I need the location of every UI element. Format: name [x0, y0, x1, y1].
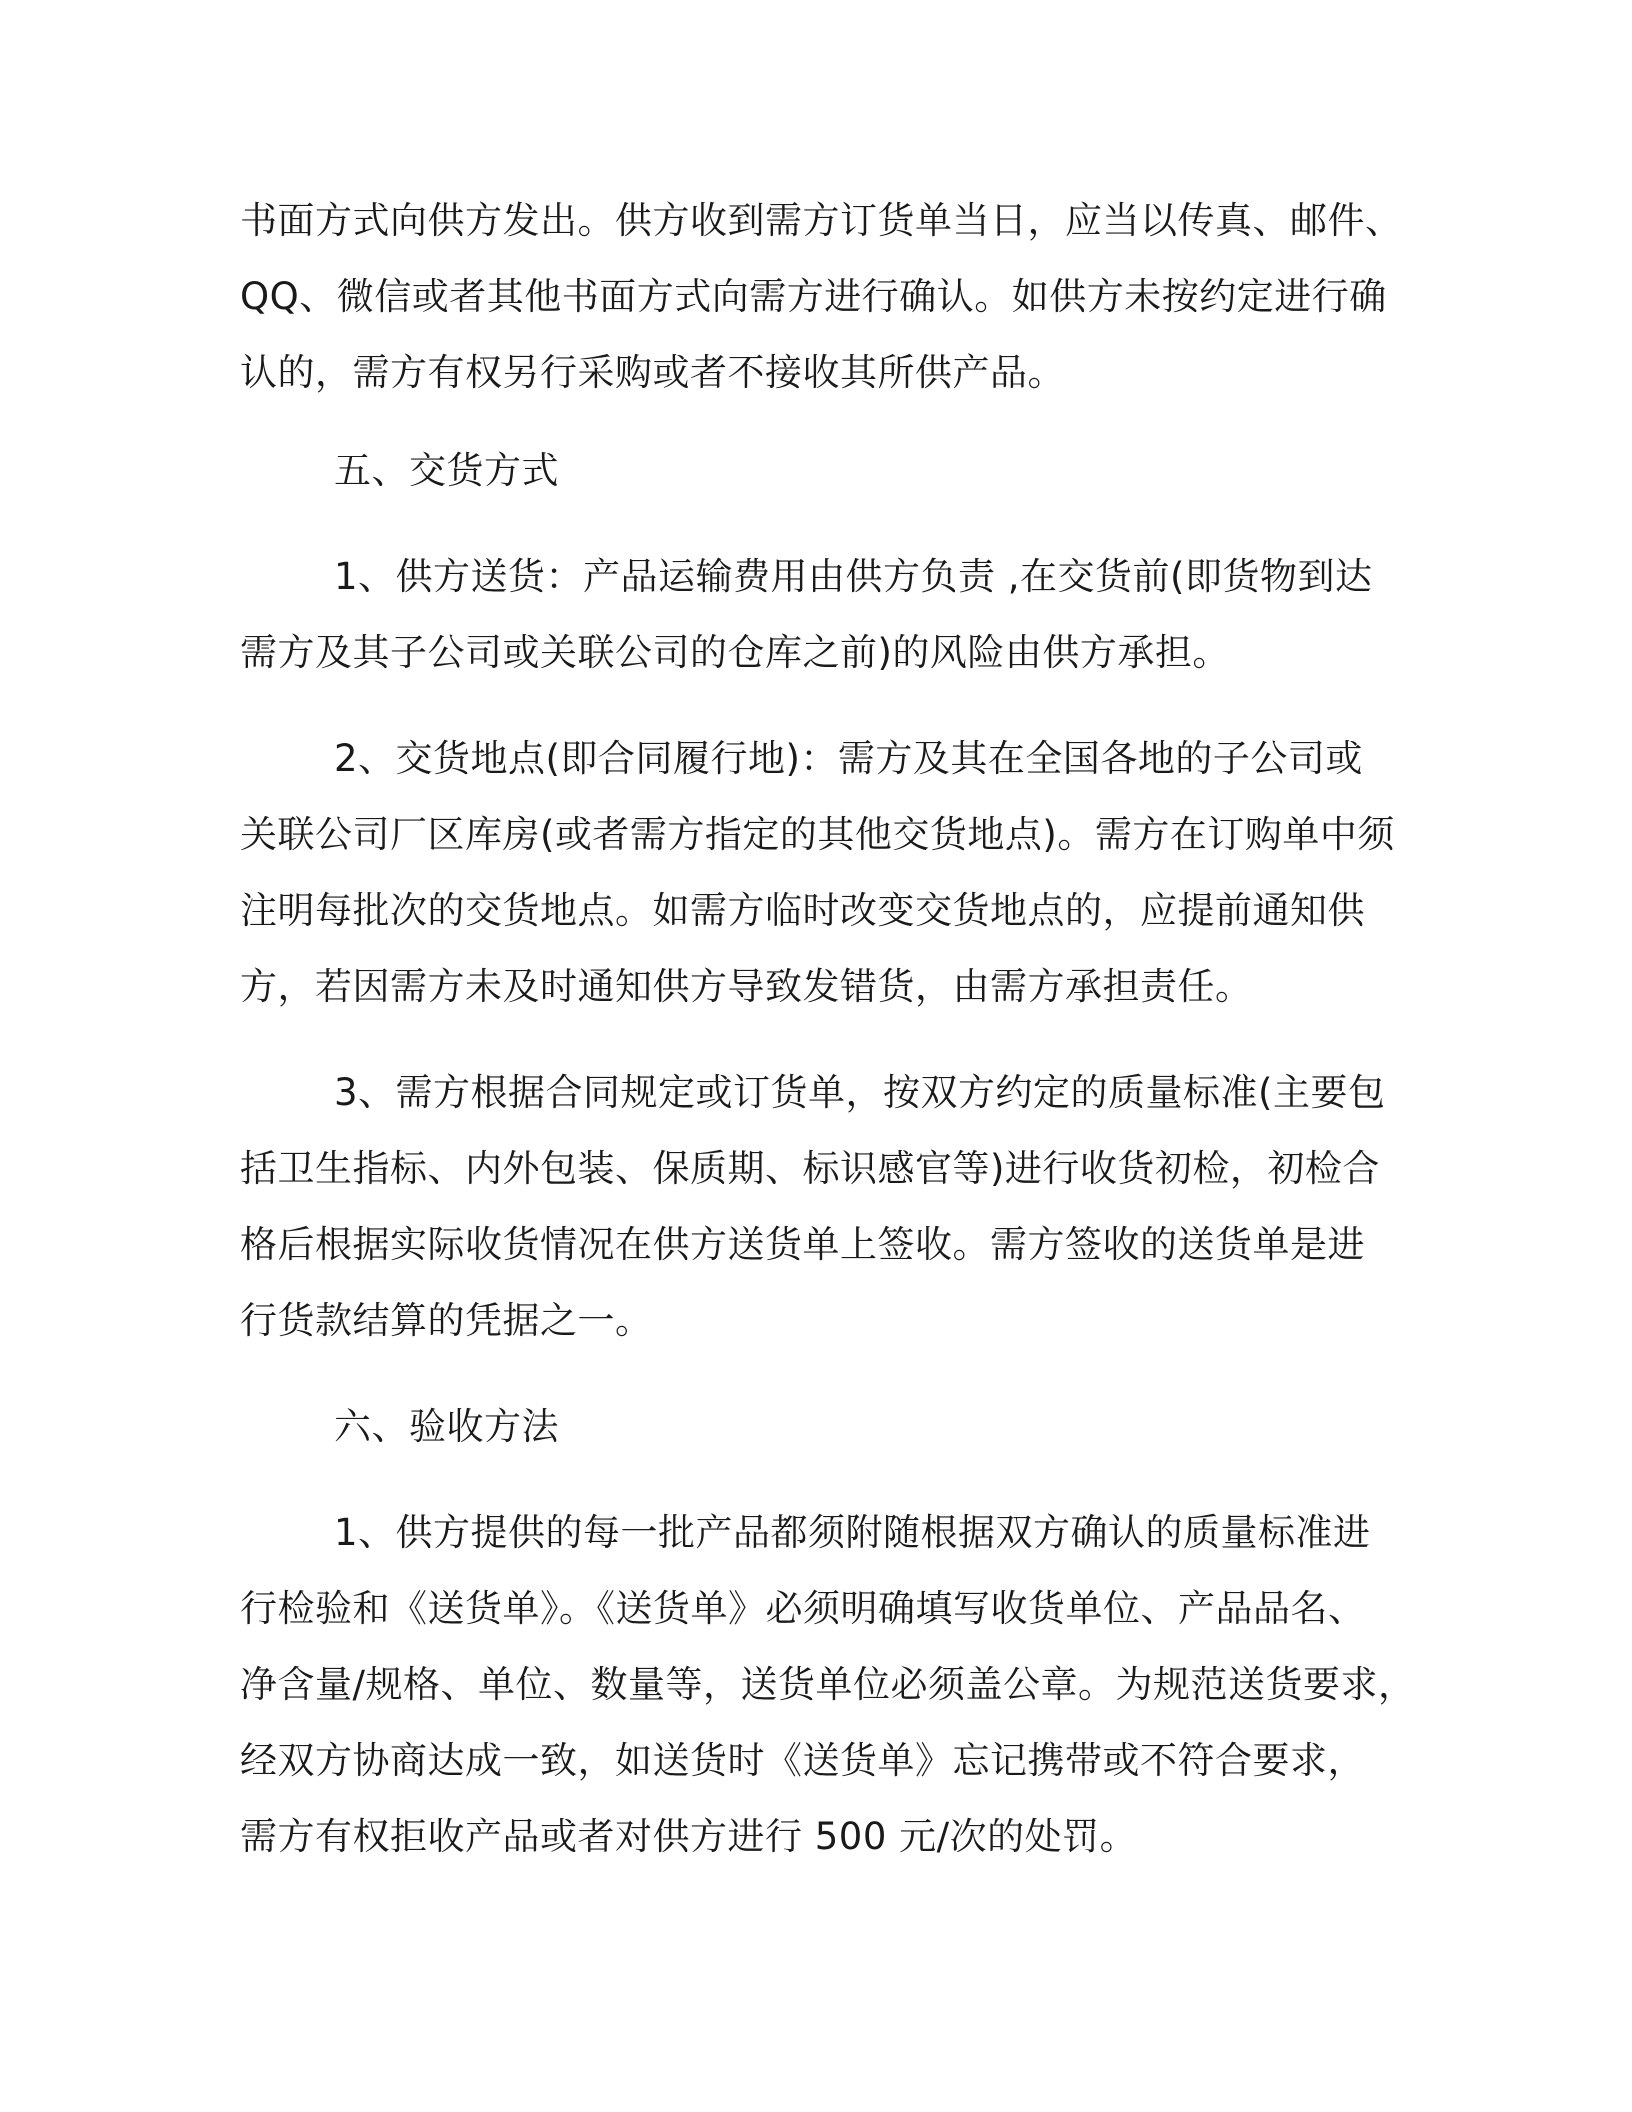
paragraph-delivery-1 [240, 539, 1400, 691]
section-heading-delivery [240, 433, 1400, 509]
text-line: QQ、微信或者其他书面方式向需方进行确认。如供方未按约定进行确 [240, 275, 1387, 318]
section-heading-acceptance [240, 1389, 1400, 1465]
text-line: 方，若因需方未及时通知供方导致发错货，由需方承担责任。 [240, 965, 1253, 1008]
text-line: 认的，需方有权另行采购或者不接收其所供产品。 [240, 351, 1065, 394]
text-line: 格后根据实际收货情况在供方送货单上签收。需方签收的送货单是进 [240, 1223, 1365, 1266]
paragraph-acceptance-1 [240, 1495, 1416, 1875]
text-line: 关联公司厂区库房(或者需方指定的其他交货地点)。需方在订购单中须 [240, 813, 1395, 856]
text-line: 括卫生指标、内外包装、保质期、标识感官等)进行收货初检，初检合 [240, 1147, 1380, 1190]
text-line: 注明每批次的交货地点。如需方临时改变交货地点的，应提前通知供 [240, 889, 1365, 932]
text-line: 行货款结算的凭据之一。 [240, 1299, 653, 1342]
text-line: 需方及其子公司或关联公司的仓库之前)的风险由供方承担。 [240, 631, 1230, 674]
paragraph-delivery-3 [240, 1055, 1400, 1359]
text-line: 需方有权拒收产品或者对供方进行 500 元/次的处罚。 [240, 1815, 1138, 1858]
text-line: 1、供方送货：产品运输费用由供方负责 ,在交货前(即货物到达 [334, 555, 1373, 598]
text-line: 1、供方提供的每一批产品都须附随根据双方确认的质量标准进 [334, 1511, 1371, 1554]
text-line: 净含量/规格、单位、数量等，送货单位必须盖公章。为规范送货要求， [240, 1663, 1416, 1706]
text-line: 经双方协商达成一致，如送货时《送货单》忘记携带或不符合要求， [240, 1739, 1365, 1782]
section-heading: 五、交货方式 [334, 449, 559, 492]
section-heading: 六、验收方法 [334, 1405, 559, 1448]
text-line: 2、交货地点(即合同履行地)：需方及其在全国各地的子公司或 [334, 737, 1363, 780]
paragraph-delivery-2 [240, 721, 1400, 1025]
paragraph-order-confirmation [240, 183, 1403, 411]
text-line: 3、需方根据合同规定或订货单，按双方约定的质量标准(主要包 [334, 1071, 1386, 1114]
text-line: 书面方式向供方发出。供方收到需方订货单当日，应当以传真、邮件、 [240, 199, 1403, 242]
text-line: 行检验和《送货单》。《送货单》必须明确填写收货单位、产品品名、 [240, 1587, 1366, 1630]
